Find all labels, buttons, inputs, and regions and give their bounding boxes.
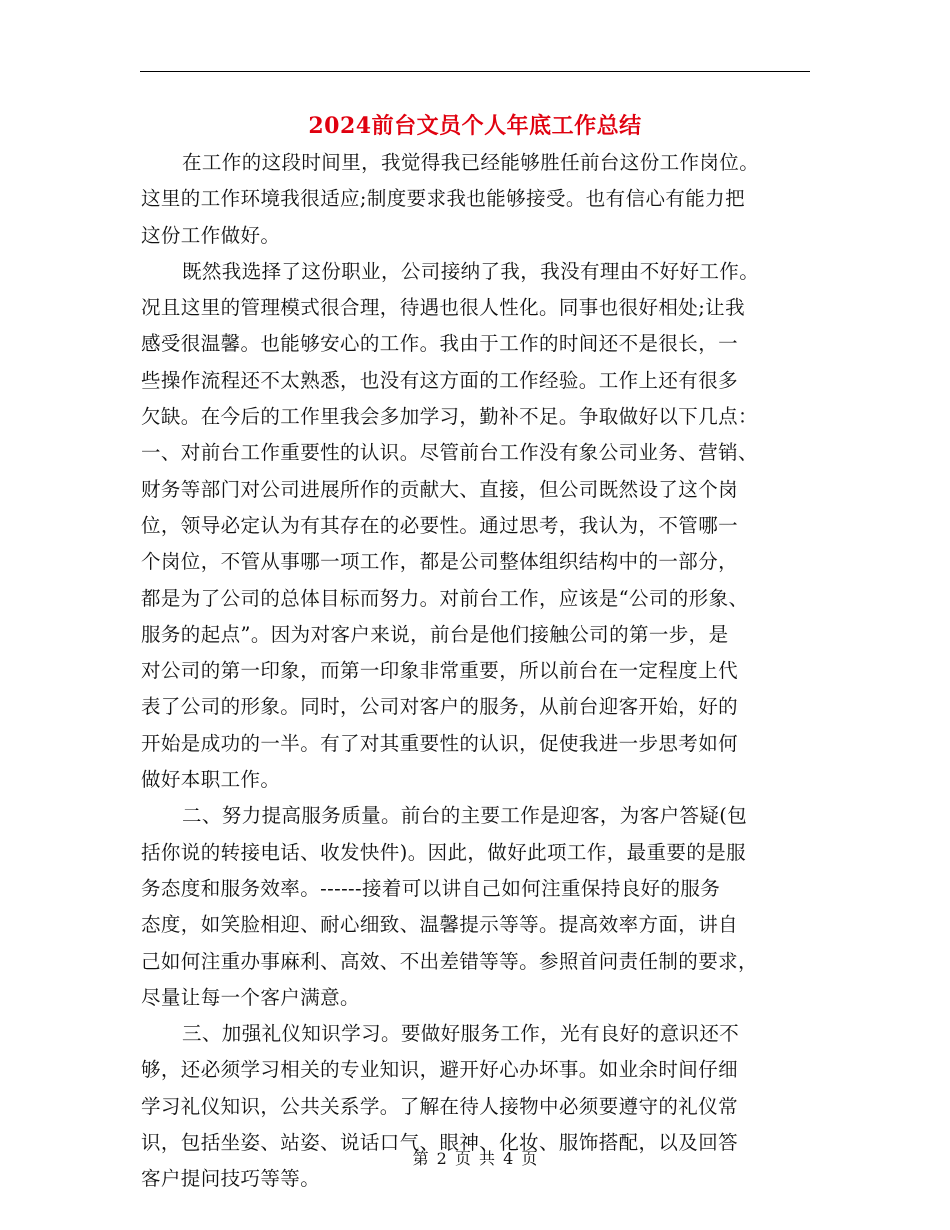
text-line: 况且这里的管理模式很合理，待遇也很人性化。同事也很好相处;让我 xyxy=(141,296,745,320)
text-line: 学习礼仪知识，公共关系学。了解在待人接物中必须要遵守的礼仪常 xyxy=(141,1094,739,1118)
text-line: 够，还必须学习相关的专业知识，避开好心办坏事。如业余时间仔细 xyxy=(141,1058,739,1082)
text-line: 务态度和服务效率。------接着可以讲自己如何注重保持良好的服务 xyxy=(141,876,721,900)
text-line: 二、努力提高服务质量。前台的主要工作是迎客，为客户答疑(包 xyxy=(182,804,748,828)
text-line: 在工作的这段时间里，我觉得我已经能够胜任前台这份工作岗位。 xyxy=(182,151,760,174)
text-line: 客户提问技巧等等。 xyxy=(141,1167,321,1191)
text-line: 感受很温馨。也能够安心的工作。我由于工作的时间还不是很长，一 xyxy=(141,332,739,356)
document-title: 2024前台文员个人年底工作总结 xyxy=(308,113,642,139)
text-line: 开始是成功的一半。有了对其重要性的认识，促使我进一步思考如何 xyxy=(141,731,739,755)
text-line: 一、对前台工作重要性的认识。尽管前台工作没有象公司业务、营销、 xyxy=(141,441,758,465)
text-line: 表了公司的形象。同时，公司对客户的服务，从前台迎客开始，好的 xyxy=(141,695,739,719)
text-line: 都是为了公司的总体目标而努力。对前台工作，应该是“公司的形象、 xyxy=(141,586,749,610)
text-line: 些操作流程还不太熟悉，也没有这方面的工作经验。工作上还有很多 xyxy=(141,368,739,392)
header-rule xyxy=(140,71,810,72)
text-line: 这里的工作环境我很适应;制度要求我也能够接受。也有信心有能力把 xyxy=(141,187,745,211)
text-line: 尽量让每一个客户满意。 xyxy=(141,985,360,1009)
text-line: 括你说的转接电话、收发快件)。因此，做好此项工作，最重要的是服 xyxy=(141,840,747,864)
text-line: 态度，如笑脸相迎、耐心细致、温馨提示等等。提高效率方面，讲自 xyxy=(141,913,739,937)
text-line: 个岗位，不管从事哪一项工作，都是公司整体组织结构中的一部分， xyxy=(141,550,739,574)
text-line: 既然我选择了这份职业，公司接纳了我，我没有理由不好好工作。 xyxy=(182,259,760,283)
text-line: 对公司的第一印象，而第一印象非常重要，所以前台在一定程度上代 xyxy=(141,659,739,683)
text-line: 欠缺。在今后的工作里我会多加学习，勤补不足。争取做好以下几点： xyxy=(141,405,758,429)
document-body xyxy=(141,145,811,1198)
page-footer: 第 2 页 共 4 页 xyxy=(412,1149,538,1168)
text-line: 三、加强礼仪知识学习。要做好服务工作，光有良好的意识还不 xyxy=(182,1022,740,1046)
text-line: 这份工作做好。 xyxy=(141,223,281,247)
text-line: 己如何注重办事麻利、高效、不出差错等等。参照首问责任制的要求， xyxy=(141,949,758,973)
text-line: 财务等部门对公司进展所作的贡献大、直接，但公司既然设了这个岗 xyxy=(141,477,739,501)
text-line: 位，领导必定认为有其存在的必要性。通过思考，我认为，不管哪一 xyxy=(141,513,739,537)
text-line: 服务的起点”。因为对客户来说，前台是他们接触公司的第一步，是 xyxy=(141,622,729,646)
text-line: 识，包括坐姿、站姿、说话口气、眼神、化妆、服饰搭配，以及回答 xyxy=(141,1131,739,1155)
text-line: 做好本职工作。 xyxy=(141,768,281,792)
